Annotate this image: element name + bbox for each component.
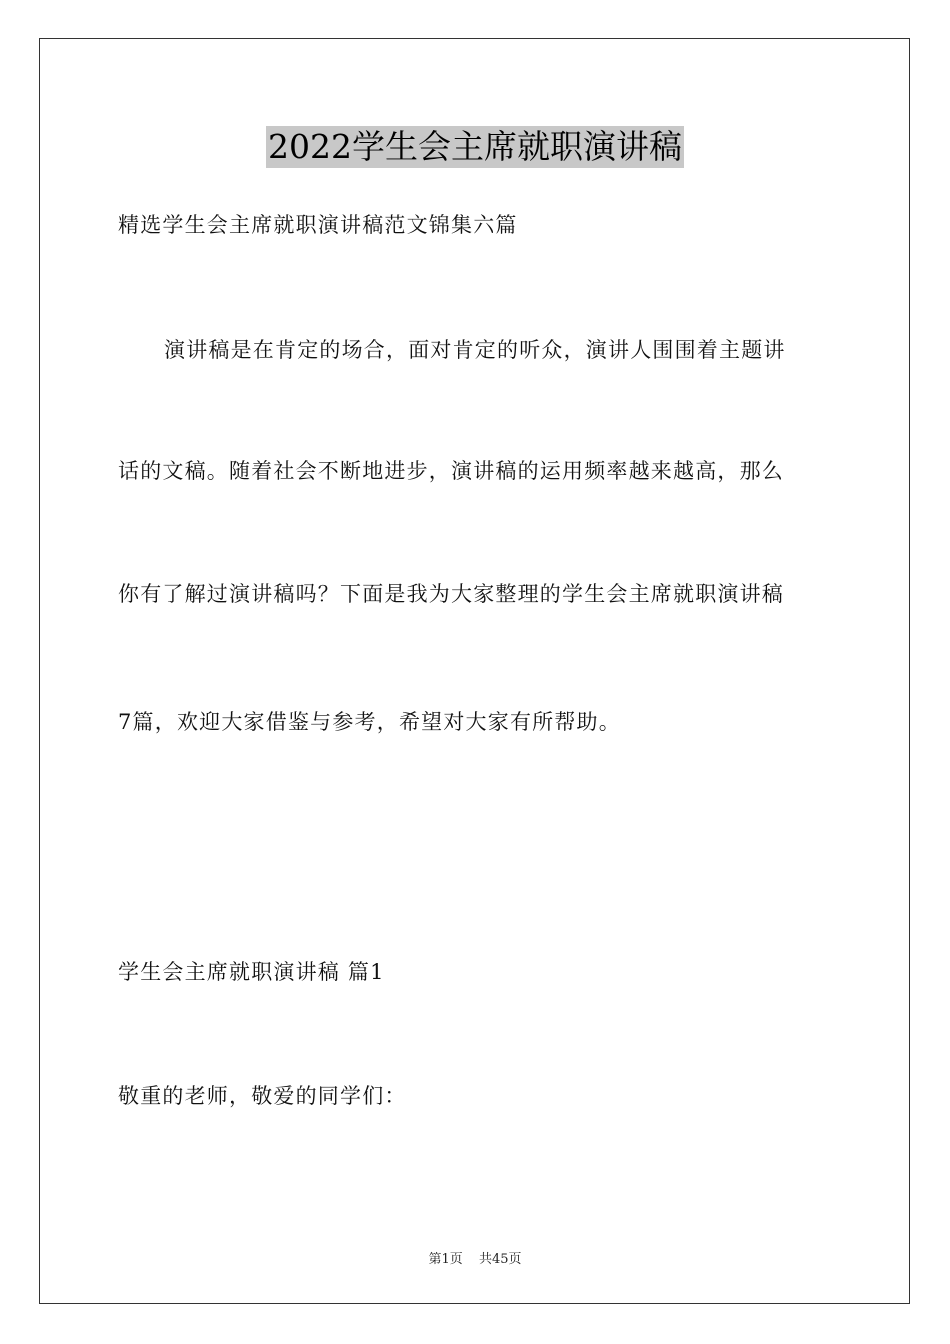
greeting-line: 敬重的老师，敬爱的同学们：	[118, 1084, 407, 1108]
page-footer	[0, 1248, 950, 1267]
document-subtitle: 精选学生会主席就职演讲稿范文锦集六篇	[118, 213, 518, 237]
intro-line-4: 7篇，欢迎大家借鉴与参考，希望对大家有所帮助。	[118, 710, 621, 734]
intro-line-2: 话的文稿。随着社会不断地进步，演讲稿的运用频率越来越高，那么	[118, 459, 784, 483]
intro-line-1: 演讲稿是在肯定的场合，面对肯定的听众，演讲人围围着主题讲	[164, 338, 786, 362]
intro-line-3: 你有了解过演讲稿吗？下面是我为大家整理的学生会主席就职演讲稿	[118, 582, 784, 606]
document-title: 2022学生会主席就职演讲稿	[268, 127, 682, 166]
title-container	[0, 126, 950, 168]
page-number: 第1页	[428, 1252, 463, 1267]
section-heading: 学生会主席就职演讲稿 篇1	[118, 960, 385, 984]
page-total: 共45页	[478, 1252, 522, 1267]
